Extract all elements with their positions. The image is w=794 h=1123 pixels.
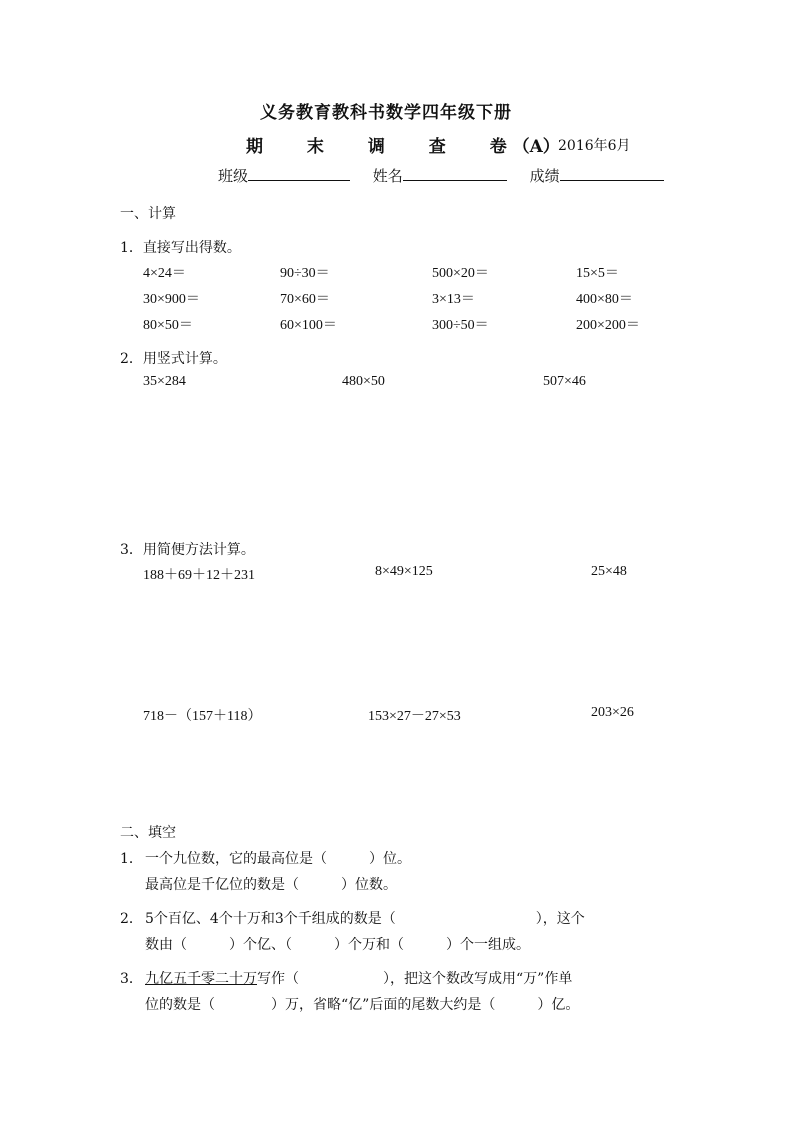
question-text: 位的数是（ ）万，省略“亿”后面的尾数大约是（ ）亿。 — [145, 997, 580, 1013]
math-item: 153×27－27×53 — [368, 709, 461, 724]
math-item: 507×46 — [543, 374, 586, 389]
student-info-row — [218, 165, 664, 186]
exam-subtitle — [246, 132, 560, 157]
name-label: 姓名 — [372, 167, 403, 185]
page-title: 义务教育教科书数学四年级下册 — [260, 103, 512, 123]
math-item: 35×284 — [143, 374, 186, 389]
question-text: 5个百亿、4个十万和3个千组成的数是（ ），这个 — [145, 911, 585, 927]
subtitle-char: 查 — [428, 137, 446, 157]
question-label: 1．直接写出得数。 — [120, 240, 241, 256]
question-text-rest: 写作（ ），把这个数改写成用“万”作单 — [257, 971, 573, 987]
score-blank[interactable] — [560, 166, 664, 181]
question-text: 数由（ ）个亿、（ ）个万和（ ）个一组成。 — [145, 937, 530, 953]
math-item: 400×80＝ — [576, 292, 633, 307]
subtitle-char: 调 — [367, 137, 385, 157]
exam-date: 2016年6月 — [558, 138, 631, 154]
subtitle-char: 末 — [306, 137, 324, 157]
math-item: 3×13＝ — [432, 292, 475, 307]
question-label: 3．用简便方法计算。 — [120, 542, 255, 558]
section-heading-fill-in: 二、填空 — [120, 825, 176, 841]
underlined-number-words: 九亿五千零二十万 — [145, 971, 257, 987]
class-blank[interactable] — [248, 166, 350, 181]
subtitle-char: 期 — [246, 137, 263, 157]
math-item: 25×48 — [591, 564, 627, 579]
math-item: 300÷50＝ — [432, 318, 489, 333]
question-number: 2． — [120, 911, 143, 927]
math-item: 480×50 — [342, 374, 385, 389]
math-item: 30×900＝ — [143, 292, 200, 307]
class-label: 班级 — [218, 167, 249, 185]
question-text: 一个九位数，它的最高位是（ ）位。 — [145, 851, 411, 867]
score-label: 成绩 — [529, 167, 560, 185]
math-item: 188＋69＋12＋231 — [143, 568, 255, 583]
question-text — [145, 968, 572, 988]
question-text: 最高位是千亿位的数是（ ）位数。 — [145, 877, 397, 893]
math-item: 4×24＝ — [143, 266, 186, 281]
math-item: 60×100＝ — [280, 318, 337, 333]
math-item: 718－（157＋118） — [143, 709, 262, 724]
math-item: 15×5＝ — [576, 266, 619, 281]
subtitle-suffix: （A） — [512, 137, 560, 157]
question-number: 3． — [120, 971, 143, 987]
section-heading-calculation: 一、计算 — [120, 206, 176, 222]
math-item: 8×49×125 — [375, 564, 433, 579]
math-item: 203×26 — [591, 705, 634, 720]
question-number: 1． — [120, 851, 143, 867]
math-item: 80×50＝ — [143, 318, 193, 333]
name-blank[interactable] — [403, 166, 507, 181]
math-item: 90÷30＝ — [280, 266, 330, 281]
math-item: 500×20＝ — [432, 266, 489, 281]
question-label: 2．用竖式计算。 — [120, 351, 227, 367]
subtitle-char: 卷 — [489, 137, 507, 157]
math-item: 70×60＝ — [280, 292, 330, 307]
math-item: 200×200＝ — [576, 318, 640, 333]
